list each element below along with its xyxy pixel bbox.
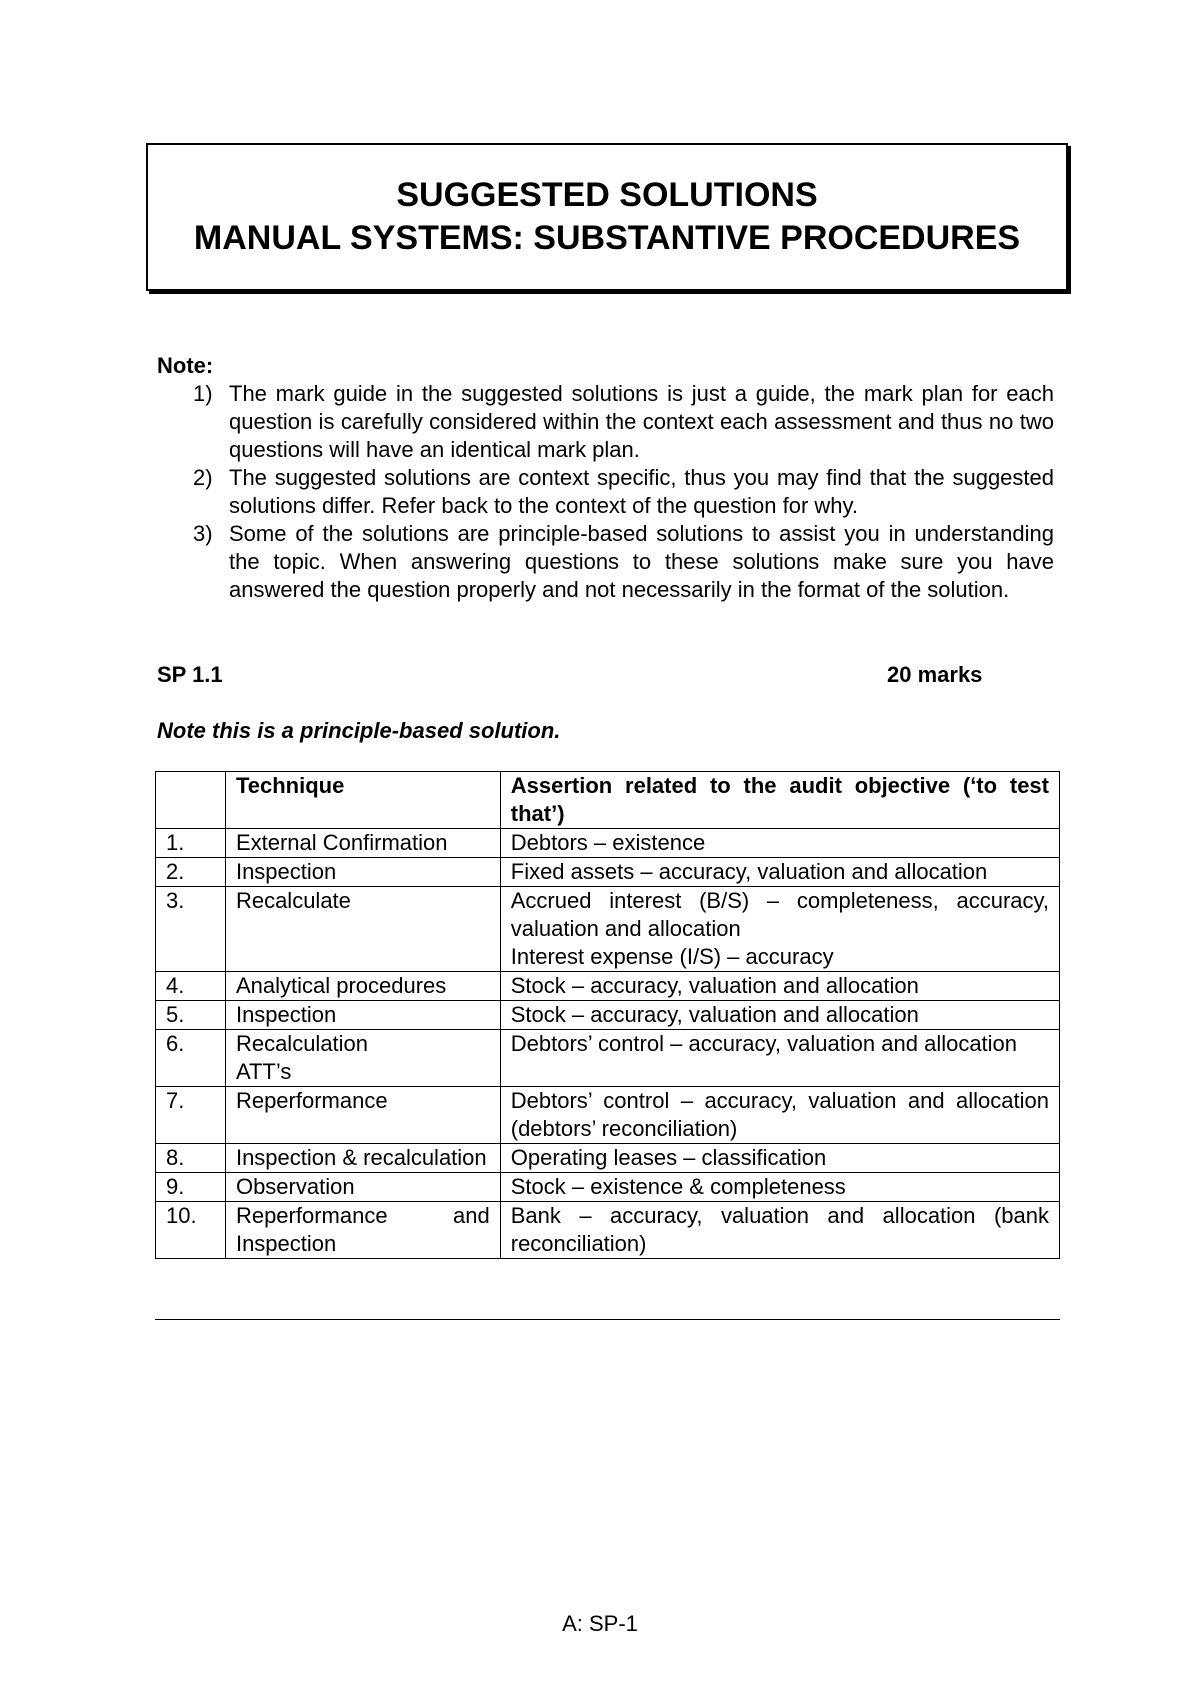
table-row [156, 1144, 1060, 1173]
header-technique: Technique [225, 772, 500, 829]
assertion-text: Operating leases – classification [510, 1145, 827, 1170]
technique-text: Recalculate [235, 888, 351, 913]
technique-text: Reperformance and Inspection [235, 1203, 490, 1256]
technique-text: Inspection [235, 1002, 337, 1027]
note-item-number: 1) [193, 381, 213, 406]
assertion-text: Fixed assets – accuracy, valuation and allocation [510, 859, 988, 884]
row-assertion [500, 829, 1059, 858]
row-assertion [500, 972, 1059, 1001]
assertion-text: Debtors’ control – accuracy, valuation and allocation [510, 1031, 1018, 1056]
row-number: 5. [156, 1001, 226, 1030]
row-assertion [500, 1202, 1059, 1259]
assertion-text: Bank – accuracy, valuation and allocation (bank reconciliation) [510, 1203, 1049, 1256]
assertion-text: Debtors – existence [510, 830, 706, 855]
assertion-text: Stock – accuracy, valuation and allocation [510, 973, 919, 998]
row-technique [225, 1144, 500, 1173]
row-technique [225, 829, 500, 858]
row-technique [225, 1030, 500, 1087]
bottom-divider [155, 1319, 1060, 1320]
row-technique [225, 1087, 500, 1144]
technique-text: Inspection & recalculation [235, 1145, 487, 1170]
row-number: 3. [156, 887, 226, 972]
assertion-text: Stock – accuracy, valuation and allocation [510, 1002, 919, 1027]
question-id: SP 1.1 [157, 662, 223, 687]
question-marks: 20 marks [887, 662, 983, 687]
question-header [157, 661, 997, 689]
row-technique [225, 1202, 500, 1259]
row-technique [225, 1001, 500, 1030]
table-header-row [156, 772, 1060, 829]
assertion-text: Accrued interest (B/S) – completeness, accuracy, valuation and allocation [510, 888, 1049, 941]
page-footer: A: SP-1 [562, 1611, 638, 1636]
row-technique [225, 972, 500, 1001]
row-number: 6. [156, 1030, 226, 1087]
note-item [157, 380, 1054, 464]
technique-text: External Confirmation [235, 830, 448, 855]
row-number: 10. [156, 1202, 226, 1259]
technique-text: Recalculation [235, 1031, 369, 1056]
assertion-text: Debtors’ control – accuracy, valuation and allocation (debtors’ reconciliation) [510, 1088, 1049, 1141]
technique-text: Analytical procedures [235, 973, 447, 998]
document-title-line-2: MANUAL SYSTEMS: SUBSTANTIVE PROCEDURES [193, 219, 1021, 257]
solution-table [155, 771, 1060, 1259]
table-row [156, 1173, 1060, 1202]
assertion-text: Interest expense (I/S) – accuracy [510, 944, 834, 969]
document-title-line-1: SUGGESTED SOLUTIONS [396, 176, 818, 214]
table-row [156, 1202, 1060, 1259]
technique-text: Inspection [235, 859, 337, 884]
note-list [157, 380, 1057, 604]
principle-note: Note this is a principle-based solution. [157, 718, 561, 743]
assertion-text: Stock – existence & completeness [510, 1174, 846, 1199]
row-assertion [500, 1173, 1059, 1202]
table-row [156, 829, 1060, 858]
row-number: 8. [156, 1144, 226, 1173]
row-technique [225, 858, 500, 887]
note-heading: Note: [157, 353, 214, 378]
note-item-number: 2) [193, 465, 213, 490]
header-assertion: Assertion related to the audit objective (‘to test that’) [500, 772, 1059, 829]
row-technique [225, 1173, 500, 1202]
table-row [156, 887, 1060, 972]
header-number [156, 772, 226, 829]
note-item [157, 464, 1054, 520]
note-item-text: Some of the solutions are principle-based solutions to assist you in understanding the topic. When answering questions to these solutions make sure you have answered the question properly and not necessarily in the format of the solution. [229, 521, 1054, 602]
row-number: 2. [156, 858, 226, 887]
note-section [157, 352, 1057, 604]
technique-text: Observation [235, 1174, 355, 1199]
row-number: 9. [156, 1173, 226, 1202]
note-item-number: 3) [193, 521, 213, 546]
table-row [156, 858, 1060, 887]
title-box [146, 143, 1068, 291]
row-number: 4. [156, 972, 226, 1001]
row-assertion [500, 1087, 1059, 1144]
row-assertion [500, 887, 1059, 972]
note-item [157, 520, 1054, 604]
row-assertion [500, 1001, 1059, 1030]
row-assertion [500, 1030, 1059, 1087]
note-item-text: The suggested solutions are context specific, thus you may find that the suggested solutions differ. Refer back to the context of the question for why. [229, 465, 1054, 518]
technique-text: ATT’s [235, 1059, 292, 1084]
row-number: 1. [156, 829, 226, 858]
table-row [156, 972, 1060, 1001]
table-row [156, 1001, 1060, 1030]
row-assertion [500, 858, 1059, 887]
note-item-text: The mark guide in the suggested solutions is just a guide, the mark plan for each question is carefully considered within the context each assessment and thus no two questions will have an identical mark plan. [229, 381, 1054, 462]
row-number: 7. [156, 1087, 226, 1144]
table-row [156, 1030, 1060, 1087]
row-technique [225, 887, 500, 972]
technique-text: Reperformance [235, 1088, 388, 1113]
table-row [156, 1087, 1060, 1144]
row-assertion [500, 1144, 1059, 1173]
